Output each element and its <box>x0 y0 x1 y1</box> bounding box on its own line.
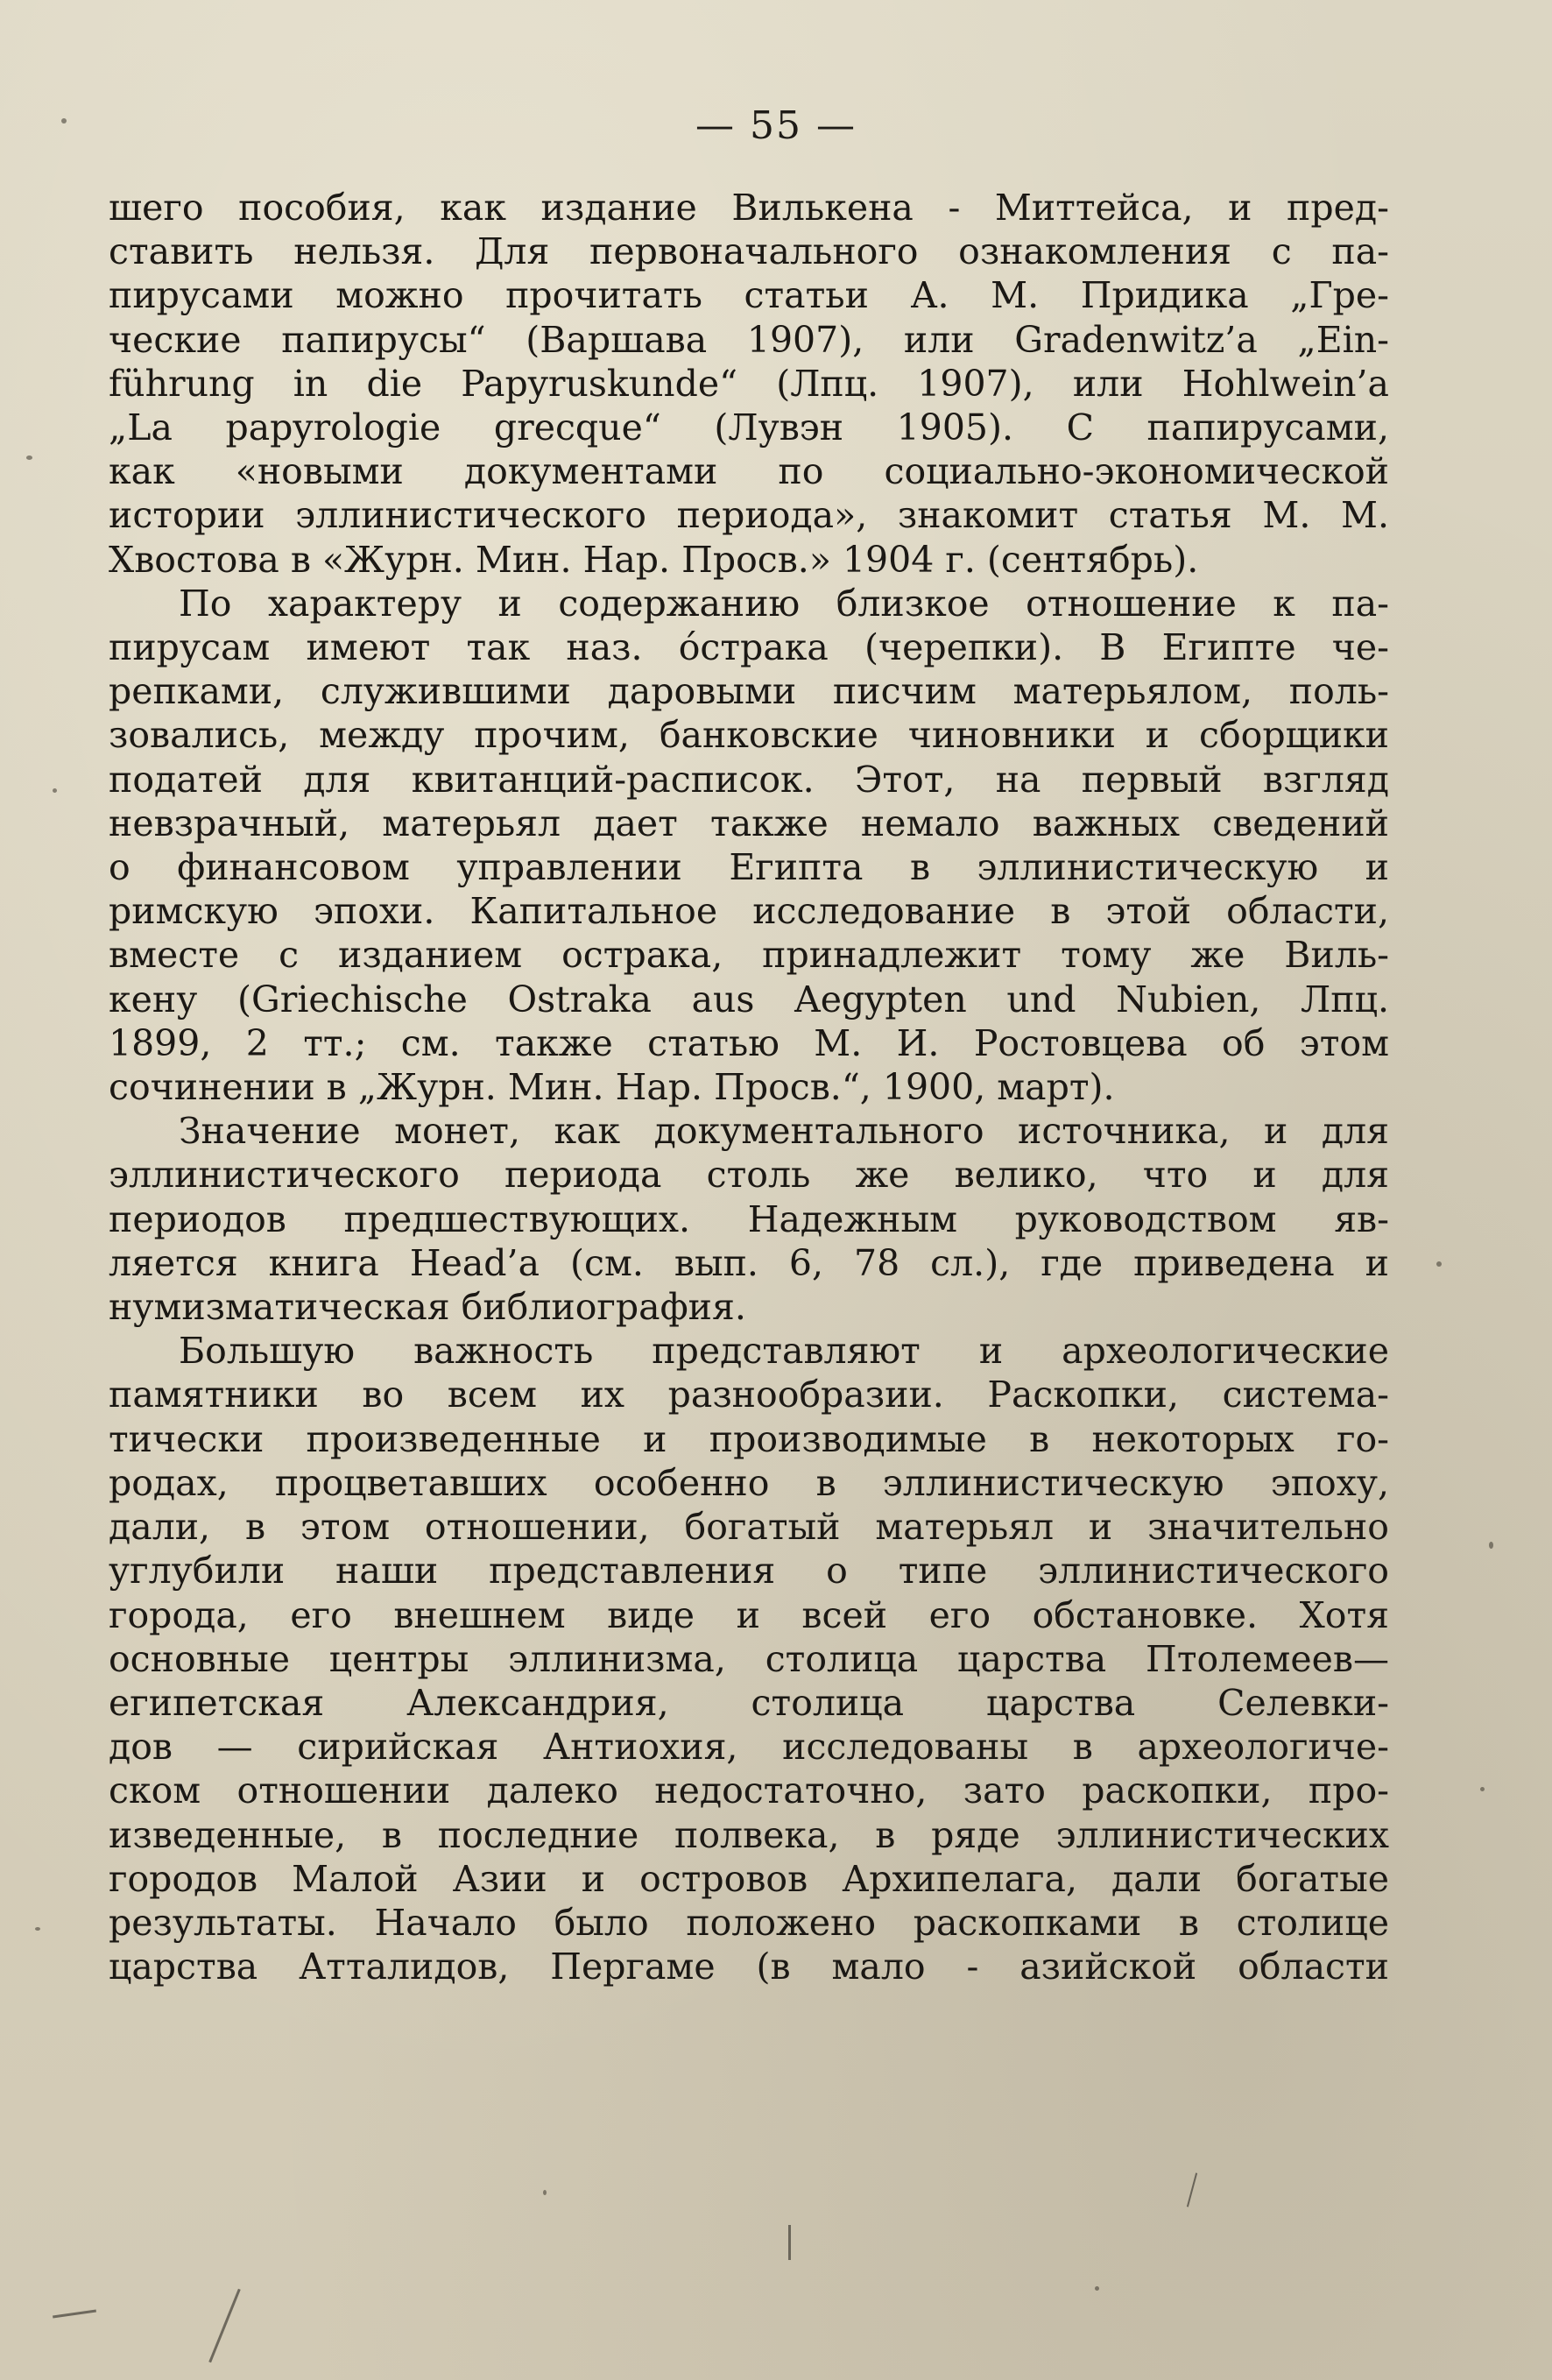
text-line: о финансовом управлении Египта в эллинистическую и <box>109 846 1389 889</box>
text-line: репками, служившими даровыми писчим матерьялом, поль- <box>109 670 1389 713</box>
text-line: „La papyrologie grecque“ (Лувэн 1905). С папирусами, <box>109 406 1389 449</box>
body-text <box>109 186 1389 1988</box>
page-number: — 55 — <box>695 103 857 148</box>
scan-speck <box>1489 1542 1493 1549</box>
text-line: основные центры эллинизма, столица царства Птолемеев— <box>109 1637 1389 1680</box>
text-line: податей для квитанций-расписок. Этот, на первый взгляд <box>109 758 1389 801</box>
text-line: сочинении в „Журн. Мин. Нар. Просв.“, 1900, март). <box>109 1066 1115 1109</box>
text-line: дов — сирийская Антиохия, исследованы в археологиче- <box>109 1726 1389 1769</box>
text-line: как «новыми документами по социально-экономической <box>109 450 1389 493</box>
text-line: эллинистического периода столь же велико, что и для <box>109 1154 1389 1197</box>
text-line: Хвостова в «Журн. Мин. Нар. Просв.» 1904 г. (сентябрь). <box>109 538 1199 581</box>
text-line: царства Атталидов, Пергаме (в мало - азийской области <box>109 1946 1389 1988</box>
text-line: невзрачный, матерьял дает также немало важных сведений <box>109 802 1389 844</box>
text-line: тически произведенные и производимые в некоторых го- <box>109 1417 1389 1460</box>
paragraph-first-line: Значение монет, как документального источника, и для <box>179 1110 1389 1153</box>
scan-speck <box>35 1927 40 1931</box>
text-line: города, его внешнем виде и всей его обстановке. Хотя <box>109 1593 1389 1636</box>
text-line: кену (Griechische Ostraka aus Aegypten und Nubien, Лпц. <box>109 978 1389 1021</box>
scan-speck <box>1480 1787 1485 1791</box>
text-line: городов Малой Азии и островов Архипелага, дали богатые <box>109 1857 1389 1900</box>
text-line: ском отношении далеко недостаточно, зато раскопки, про- <box>109 1769 1389 1812</box>
text-line: результаты. Начало было положено раскопками в столице <box>109 1901 1389 1944</box>
scan-scratch <box>208 2289 240 2363</box>
paragraph-first-line: Большую важность представляют и археологические <box>179 1330 1389 1373</box>
text-line: дали, в этом отношении, богатый матерьял и значительно <box>109 1506 1389 1549</box>
scan-speck <box>53 788 57 793</box>
scan-speck <box>61 118 67 124</box>
text-line: родах, процветавших особенно в эллинистическую эпоху, <box>109 1461 1389 1504</box>
scan-speck <box>26 456 32 460</box>
text-line: периодов предшествующих. Надежным руководством яв- <box>109 1197 1389 1240</box>
text-line: изведенные, в последние полвека, в ряде эллинистических <box>109 1813 1389 1856</box>
scan-speck <box>1095 2286 1099 2291</box>
text-line: шего пособия, как издание Вилькена - Миттейса, и пред- <box>109 187 1389 229</box>
text-line: египетская Александрия, столица царства Селевки- <box>109 1681 1389 1724</box>
paragraph-first-line: По характеру и содержанию близкое отношение к па- <box>179 582 1389 625</box>
scan-speck <box>543 2190 547 2195</box>
scan-scratch <box>1187 2172 1197 2207</box>
scan-scratch <box>53 2310 96 2319</box>
text-line: вместе с изданием острака, принадлежит тому же Виль- <box>109 934 1389 977</box>
text-line: ляется книга Head’a (см. вып. 6, 78 сл.), где приведена и <box>109 1241 1389 1284</box>
text-line: памятники во всем их разнообразии. Раскопки, система- <box>109 1374 1389 1416</box>
text-line: führung in die Papyruskunde“ (Лпц. 1907), или Hohlwein’a <box>109 362 1389 405</box>
scan-scratch <box>788 2225 791 2260</box>
text-line: углубили наши представления о типе эллинистического <box>109 1550 1389 1593</box>
text-line: нумизматическая библиография. <box>109 1286 746 1329</box>
scan-speck <box>1436 1261 1442 1267</box>
text-line: пирусам имеют так наз. óстрака (черепки). В Египте че- <box>109 626 1389 669</box>
text-line: зовались, между прочим, банковские чиновники и сборщики <box>109 714 1389 757</box>
text-line: римскую эпохи. Капитальное исследование в этой области, <box>109 890 1389 933</box>
text-line: истории эллинистического периода», знакомит статья М. М. <box>109 494 1389 537</box>
text-line: ческие папирусы“ (Варшава 1907), или Gradenwitz’a „Ein- <box>109 318 1389 361</box>
text-line: пирусами можно прочитать статьи А. М. Придика „Гре- <box>109 274 1389 317</box>
text-line: 1899, 2 тт.; см. также статью М. И. Ростовцева об этом <box>109 1021 1389 1064</box>
text-line: ставить нельзя. Для первоначального ознакомления с па- <box>109 230 1389 273</box>
